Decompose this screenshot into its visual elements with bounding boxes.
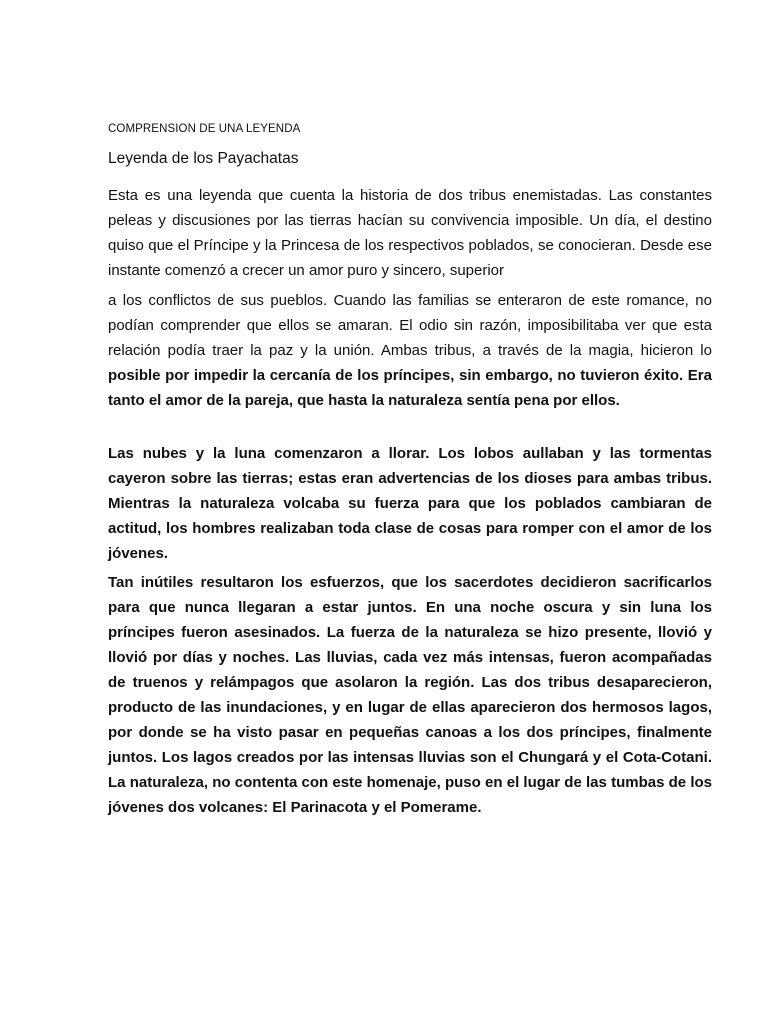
document-label: COMPRENSION DE UNA LEYENDA [108, 123, 301, 135]
paragraph-2-regular: a los conflictos de sus pueblos. Cuando las familias se enteraron de este romance, no podían comprender que ellos se amaran. El odio sin razón, imposibilitaba ver que esta relación podía traer la paz y la unión. Ambas tribus, a través de la magia, hicieron lo [108, 292, 712, 359]
paragraph-3: Las nubes y la luna comenzaron a llorar. Los lobos aullaban y las tormentas cayeron sobre las tierras; estas eran advertencias de los dioses para ambas tribus. Mientras la naturaleza volcaba su fuerza para que los poblados cambiaran de actitud, los hombres realizaban toda clase de cosas para romper con el amor de los jóvenes. [108, 445, 712, 562]
paragraph-2 [108, 288, 712, 413]
paragraph-1: Esta es una leyenda que cuenta la historia de dos tribus enemistadas. Las constantes peleas y discusiones por las tierras hacían su convivencia imposible. Un día, el destino quiso que el Príncipe y la Princesa de los respectivos poblados, se conocieran. Desde ese instante comenzó a crecer un amor puro y sincero, superior [108, 187, 712, 279]
paragraph-2-bold: posible por impedir la cercanía de los príncipes, sin embargo, no tuvieron éxito. Era tanto el amor de la pareja, que hasta la naturaleza sentía pena por ellos. [108, 367, 712, 409]
paragraph-4: Tan inútiles resultaron los esfuerzos, que los sacerdotes decidieron sacrificarlos para que nunca llegaran a estar juntos. En una noche oscura y sin luna los príncipes fueron asesinados. La fuerza de la naturaleza se hizo presente, llovió y llovió por días y noches. Las lluvias, cada vez más intensas, fueron acompañadas de truenos y relámpagos que asolaron la región. Las dos tribus desaparecieron, producto de las inundaciones, y en lugar de ellas aparecieron dos hermosos lagos, por donde se ha visto pasar en pequeñas canoas a los dos príncipes, finalmente juntos. Los lagos creados por las intensas lluvias son el Chungará y el Cota-Cotani. La naturaleza, no contenta con este homenaje, puso en el lugar de las tumbas de los jóvenes dos volcanes: El Parinacota y el Pomerame. [108, 574, 712, 816]
document-title: Leyenda de los Payachatas [108, 150, 299, 167]
